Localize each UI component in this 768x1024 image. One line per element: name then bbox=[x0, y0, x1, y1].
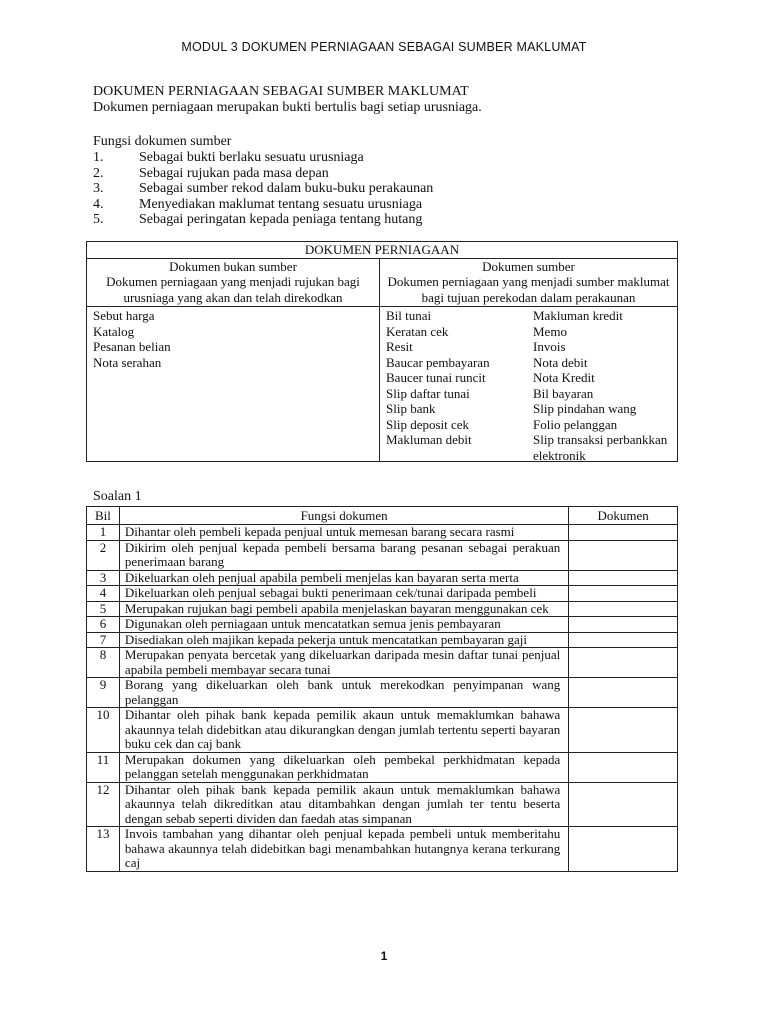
row-number: 1 bbox=[87, 525, 120, 541]
row-number: 9 bbox=[87, 678, 120, 708]
table-row bbox=[87, 632, 678, 648]
table-row bbox=[87, 525, 678, 541]
list-item: Pesanan belian bbox=[93, 339, 171, 354]
doc-table-title: DOKUMEN PERNIAGAAN bbox=[87, 242, 678, 259]
answer-cell[interactable] bbox=[569, 827, 678, 872]
page-number: 1 bbox=[380, 949, 388, 963]
list-item: Slip deposit cek bbox=[386, 416, 470, 432]
list-item: Sebut harga bbox=[93, 308, 155, 323]
list-item: Nota debit bbox=[533, 354, 588, 370]
list-item: Slip bank bbox=[386, 401, 436, 416]
answer-cell[interactable] bbox=[569, 540, 678, 570]
list-item: Memo bbox=[533, 323, 567, 339]
function-item: 2. Sebagai rujukan pada masa depan bbox=[93, 165, 329, 181]
list-item: Slip daftar tunai bbox=[386, 385, 470, 401]
function-item: 3. Sebagai sumber rekod dalam buku-buku perakaunan bbox=[93, 181, 434, 196]
row-number: 10 bbox=[87, 708, 120, 753]
list-item: Nota Kredit bbox=[533, 370, 595, 385]
table-row bbox=[87, 708, 678, 753]
answer-cell[interactable] bbox=[569, 617, 678, 633]
answer-cell[interactable] bbox=[569, 752, 678, 782]
table-row bbox=[87, 617, 678, 633]
header-fungsi: Fungsi dokumen bbox=[119, 507, 568, 525]
non-source-list bbox=[87, 307, 380, 462]
row-function: Invois tambahan yang dihantar oleh penjual kepada pembeli untuk memberitahu bahawa akaunnya telah didebitkan bagi menambahkan hutangnya kerana terkurang caj bbox=[119, 827, 568, 872]
table-row bbox=[87, 540, 678, 570]
row-number: 2 bbox=[87, 540, 120, 570]
table-row bbox=[87, 752, 678, 782]
answer-cell[interactable] bbox=[569, 678, 678, 708]
source-description: Dokumen perniagaan yang menjadi sumber maklumat bagi tujuan perekodan dalam perakaunan bbox=[387, 274, 670, 305]
source-heading-cell bbox=[380, 258, 678, 307]
answer-cell[interactable] bbox=[569, 570, 678, 586]
intro-section bbox=[93, 84, 693, 228]
row-function: Merupakan rujukan bagi pembeli apabila menjelaskan bayaran menggunakan cek bbox=[119, 601, 568, 617]
row-function: Borang yang dikeluarkan oleh bank untuk merekodkan penyimpanan wang pelanggan bbox=[119, 678, 568, 708]
row-number: 5 bbox=[87, 601, 120, 617]
row-number: 13 bbox=[87, 827, 120, 872]
list-item: Katalog bbox=[93, 323, 135, 339]
functions-list bbox=[93, 150, 693, 228]
row-function: Dikeluarkan oleh penjual sebagai bukti penerimaan cek/tunai daripada pembeli bbox=[119, 586, 568, 602]
non-source-description: Dokumen perniagaan yang menjadi rujukan bagi urusniaga yang akan dan telah direkodkan bbox=[106, 274, 360, 305]
non-source-heading: Dokumen bukan sumber bbox=[169, 258, 297, 274]
row-function: Digunakan oleh perniagaan untuk mencatatkan semua jenis pembayaran bbox=[119, 617, 568, 633]
list-item: Slip transaksi perbankkan elektronik bbox=[533, 432, 668, 463]
list-item: Baucer tunai runcit bbox=[386, 370, 486, 385]
row-function: Dihantar oleh pihak bank kepada pemilik akaun untuk memaklumkan bahawa akaunnya telah didebitkan atau dikurangkan dengan jumlah tertentu seperti bayaran buku cek dan caj bank bbox=[119, 708, 568, 753]
non-source-heading-cell bbox=[87, 258, 380, 307]
list-item: Invois bbox=[533, 339, 566, 354]
list-item: Slip pindahan wang bbox=[533, 401, 637, 416]
header-dokumen: Dokumen bbox=[569, 507, 678, 525]
table-row bbox=[87, 827, 678, 872]
answer-cell[interactable] bbox=[569, 601, 678, 617]
document-types-table bbox=[86, 241, 678, 462]
row-number: 6 bbox=[87, 617, 120, 633]
row-function: Dihantar oleh pihak bank kepada pemilik akaun untuk memaklumkan bahawa akaunnya telah dikreditkan atau ditambahkan dengan jumlah ter tentu beserta dengan sebab seperti dividen dan faedah atas simpanan bbox=[119, 782, 568, 827]
row-number: 7 bbox=[87, 632, 120, 648]
function-item: 1. Sebagai bukti berlaku sesuatu urusniaga bbox=[93, 150, 364, 165]
table-row bbox=[87, 678, 678, 708]
row-function: Dihantar oleh pembeli kepada penjual untuk memesan barang secara rasmi bbox=[119, 525, 568, 541]
answer-cell[interactable] bbox=[569, 708, 678, 753]
list-item: Keratan cek bbox=[386, 323, 449, 339]
list-item: Makluman debit bbox=[386, 432, 472, 447]
table-row bbox=[87, 601, 678, 617]
source-list-col2 bbox=[533, 308, 673, 463]
source-heading: Dokumen sumber bbox=[482, 258, 575, 274]
question-table bbox=[86, 506, 678, 872]
row-number: 12 bbox=[87, 782, 120, 827]
answer-cell[interactable] bbox=[569, 782, 678, 827]
list-item: Makluman kredit bbox=[533, 308, 623, 323]
table-row bbox=[87, 782, 678, 827]
table-row bbox=[87, 648, 678, 678]
table-row bbox=[87, 570, 678, 586]
list-item: Baucar pembayaran bbox=[386, 354, 490, 370]
function-item: 5. Sebagai peringatan kepada peniaga tentang hutang bbox=[93, 212, 423, 227]
source-list bbox=[380, 307, 678, 462]
answer-cell[interactable] bbox=[569, 648, 678, 678]
list-item: Folio pelanggan bbox=[533, 416, 618, 432]
row-function: Disediakan oleh majikan kepada pekerja untuk mencatatkan pembayaran gaji bbox=[119, 632, 568, 648]
row-function: Dikirim oleh penjual kepada pembeli bersama barang pesanan sebagai perakuan penerimaan barang bbox=[119, 540, 568, 570]
source-list-col1 bbox=[386, 308, 533, 447]
list-item: Nota serahan bbox=[93, 354, 162, 370]
row-number: 4 bbox=[87, 586, 120, 602]
table-row bbox=[87, 586, 678, 602]
answer-cell[interactable] bbox=[569, 525, 678, 541]
row-function: Merupakan penyata bercetak yang dikeluarkan daripada mesin daftar tunai penjual apabila pembeli membayar secara tunai bbox=[119, 648, 568, 678]
header-bil: Bil bbox=[87, 507, 120, 525]
list-item: Resit bbox=[386, 339, 413, 354]
answer-cell[interactable] bbox=[569, 632, 678, 648]
intro-text: Dokumen perniagaan merupakan bukti bertulis bagi setiap urusniaga. bbox=[93, 100, 482, 115]
row-number: 8 bbox=[87, 648, 120, 678]
functions-title: Fungsi dokumen sumber bbox=[93, 134, 232, 149]
row-function: Merupakan dokumen yang dikeluarkan oleh pembekal perkhidmatan kepada pelanggan setelah menggunakan perkhidmatan bbox=[119, 752, 568, 782]
answer-cell[interactable] bbox=[569, 586, 678, 602]
list-item: Bil bayaran bbox=[533, 385, 594, 401]
list-item: Bil tunai bbox=[386, 308, 432, 323]
question-title: Soalan 1 bbox=[93, 489, 142, 504]
function-item: 4. Menyediakan maklumat tentang sesuatu urusniaga bbox=[93, 196, 423, 212]
section-title: DOKUMEN PERNIAGAAN SEBAGAI SUMBER MAKLUMAT bbox=[93, 84, 469, 99]
row-number: 3 bbox=[87, 570, 120, 586]
row-number: 11 bbox=[87, 752, 120, 782]
row-function: Dikeluarkan oleh penjual apabila pembeli menjelas kan bayaran serta merta bbox=[119, 570, 568, 586]
page-header: MODUL 3 DOKUMEN PERNIAGAAN SEBAGAI SUMBER MAKLUMAT bbox=[181, 40, 587, 54]
